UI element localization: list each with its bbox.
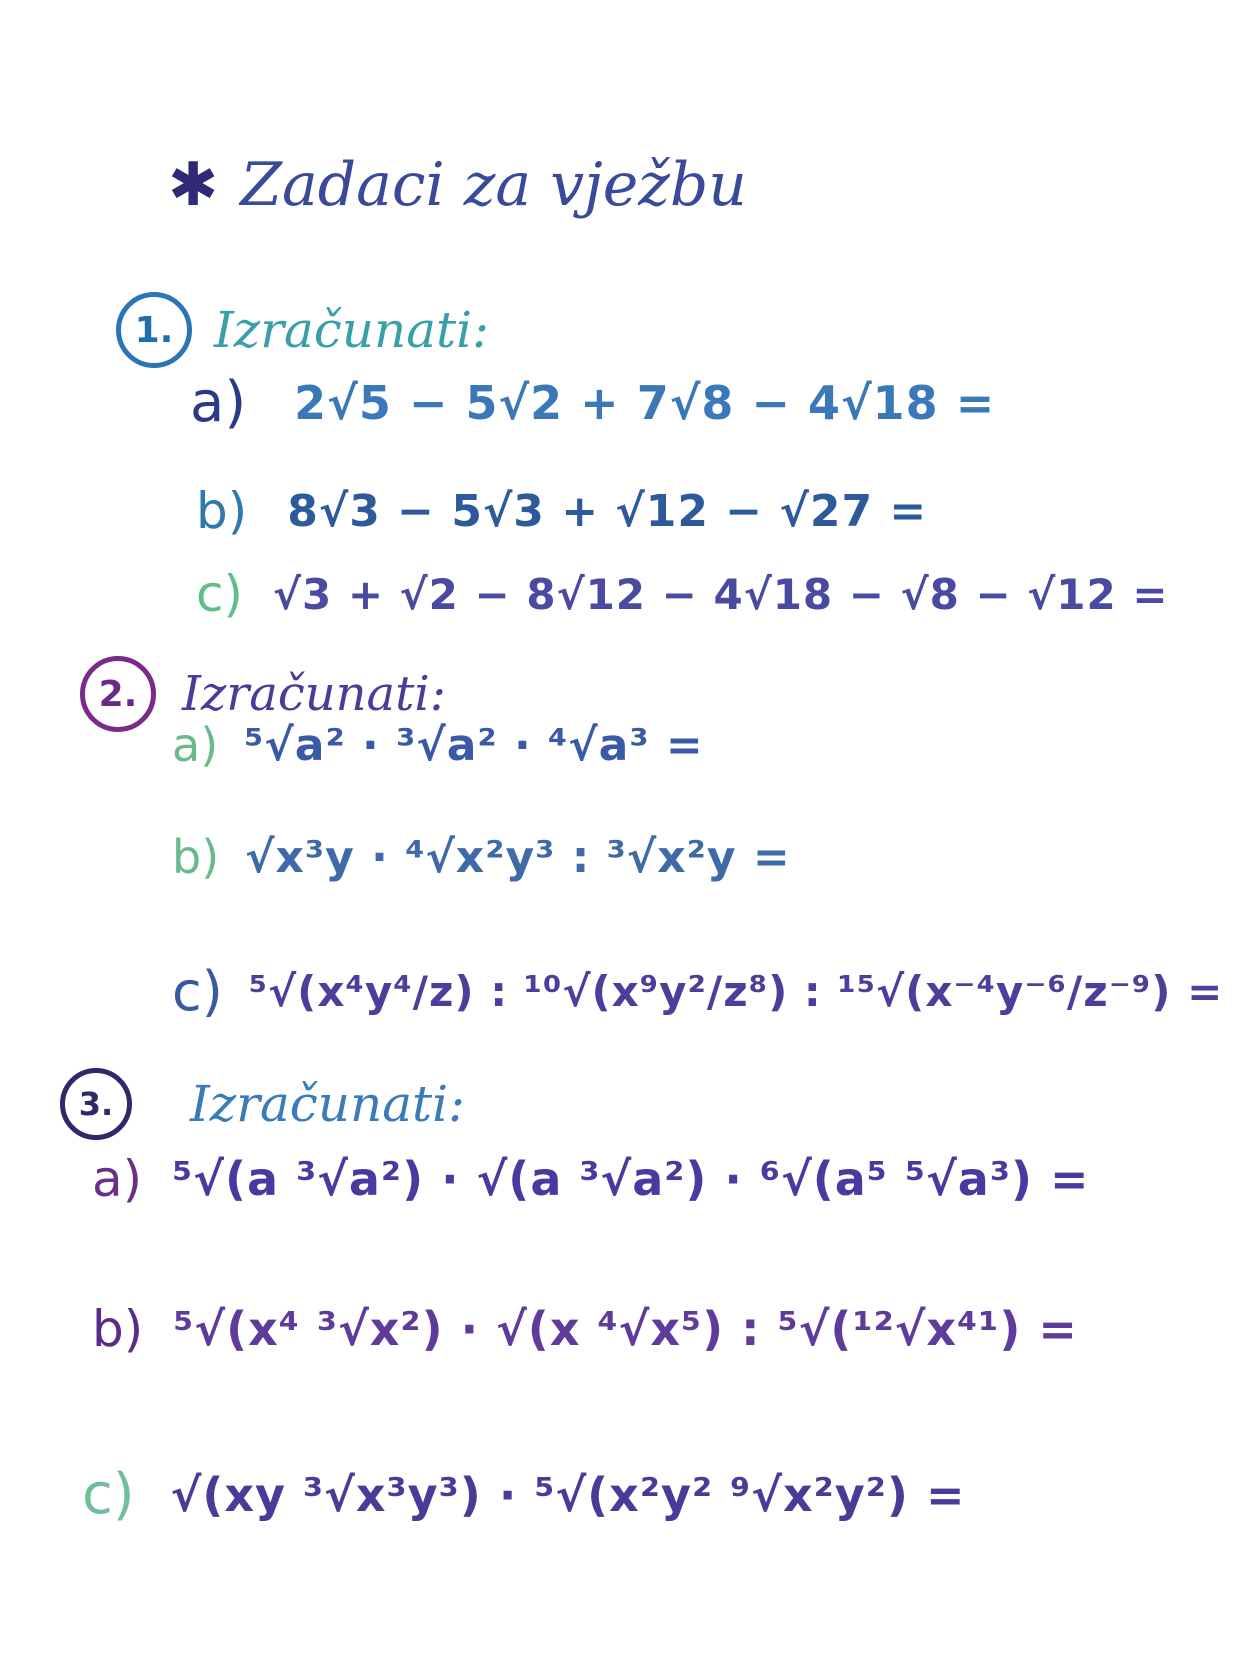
problem-expression: ⁵√(a ³√a²) · √(a ³√a²) · ⁶√(a⁵ ⁵√a³) =	[172, 1152, 1090, 1206]
title-text: Zadaci za vježbu	[240, 150, 747, 220]
section-number-badge: 3.	[60, 1068, 132, 1140]
problem-expression: ⁵√(x⁴y⁴/z) : ¹⁰√(x⁹y²/z⁸) : ¹⁵√(x⁻⁴y⁻⁶/z⁻⁹) =	[248, 967, 1224, 1016]
problem-3c	[82, 1462, 966, 1527]
problem-2c	[172, 960, 1223, 1023]
problem-expression: 2√5 − 5√2 + 7√8 − 4√18 =	[294, 375, 996, 430]
problem-3a	[92, 1150, 1090, 1208]
worksheet-title	[168, 150, 747, 220]
asterisk-icon: ✱	[168, 150, 219, 220]
section-heading-label: Izračunati:	[214, 301, 489, 359]
problem-letter: c)	[172, 960, 223, 1023]
section-number-badge: 2.	[80, 656, 156, 732]
problem-1c	[196, 565, 1169, 623]
problem-1b	[196, 482, 927, 540]
section-heading-label: Izračunati:	[182, 666, 446, 722]
problem-letter: a)	[172, 718, 219, 772]
problem-letter: a)	[190, 370, 247, 435]
problem-letter: c)	[196, 565, 243, 623]
problem-letter: a)	[92, 1150, 143, 1208]
problem-expression: √3 + √2 − 8√12 − 4√18 − √8 − √12 =	[273, 569, 1169, 619]
problem-expression: ⁵√a² · ³√a² · ⁴√a³ =	[244, 719, 704, 771]
problem-2b	[172, 830, 791, 884]
problem-expression: √x³y · ⁴√x²y³ : ³√x²y =	[245, 831, 791, 883]
problem-3b	[92, 1300, 1078, 1358]
problem-2a	[172, 718, 704, 772]
problem-expression: ⁵√(x⁴ ³√x²) · √(x ⁴√x⁵) : ⁵√(¹²√x⁴¹) =	[173, 1302, 1078, 1356]
problem-letter: b)	[92, 1300, 144, 1358]
problem-letter: c)	[82, 1462, 135, 1527]
problem-letter: b)	[196, 482, 248, 540]
section-number-badge: 1.	[116, 292, 192, 368]
problem-expression: 8√3 − 5√3 + √12 − √27 =	[287, 485, 928, 537]
section-3-heading	[60, 1068, 465, 1140]
problem-letter: b)	[172, 830, 220, 884]
problem-1a	[190, 370, 995, 435]
problem-expression: √(xy ³√x³y³) · ⁵√(x²y² ⁹√x²y²) =	[170, 1467, 966, 1522]
section-1-heading	[116, 292, 489, 368]
section-heading-label: Izračunati:	[190, 1075, 465, 1133]
